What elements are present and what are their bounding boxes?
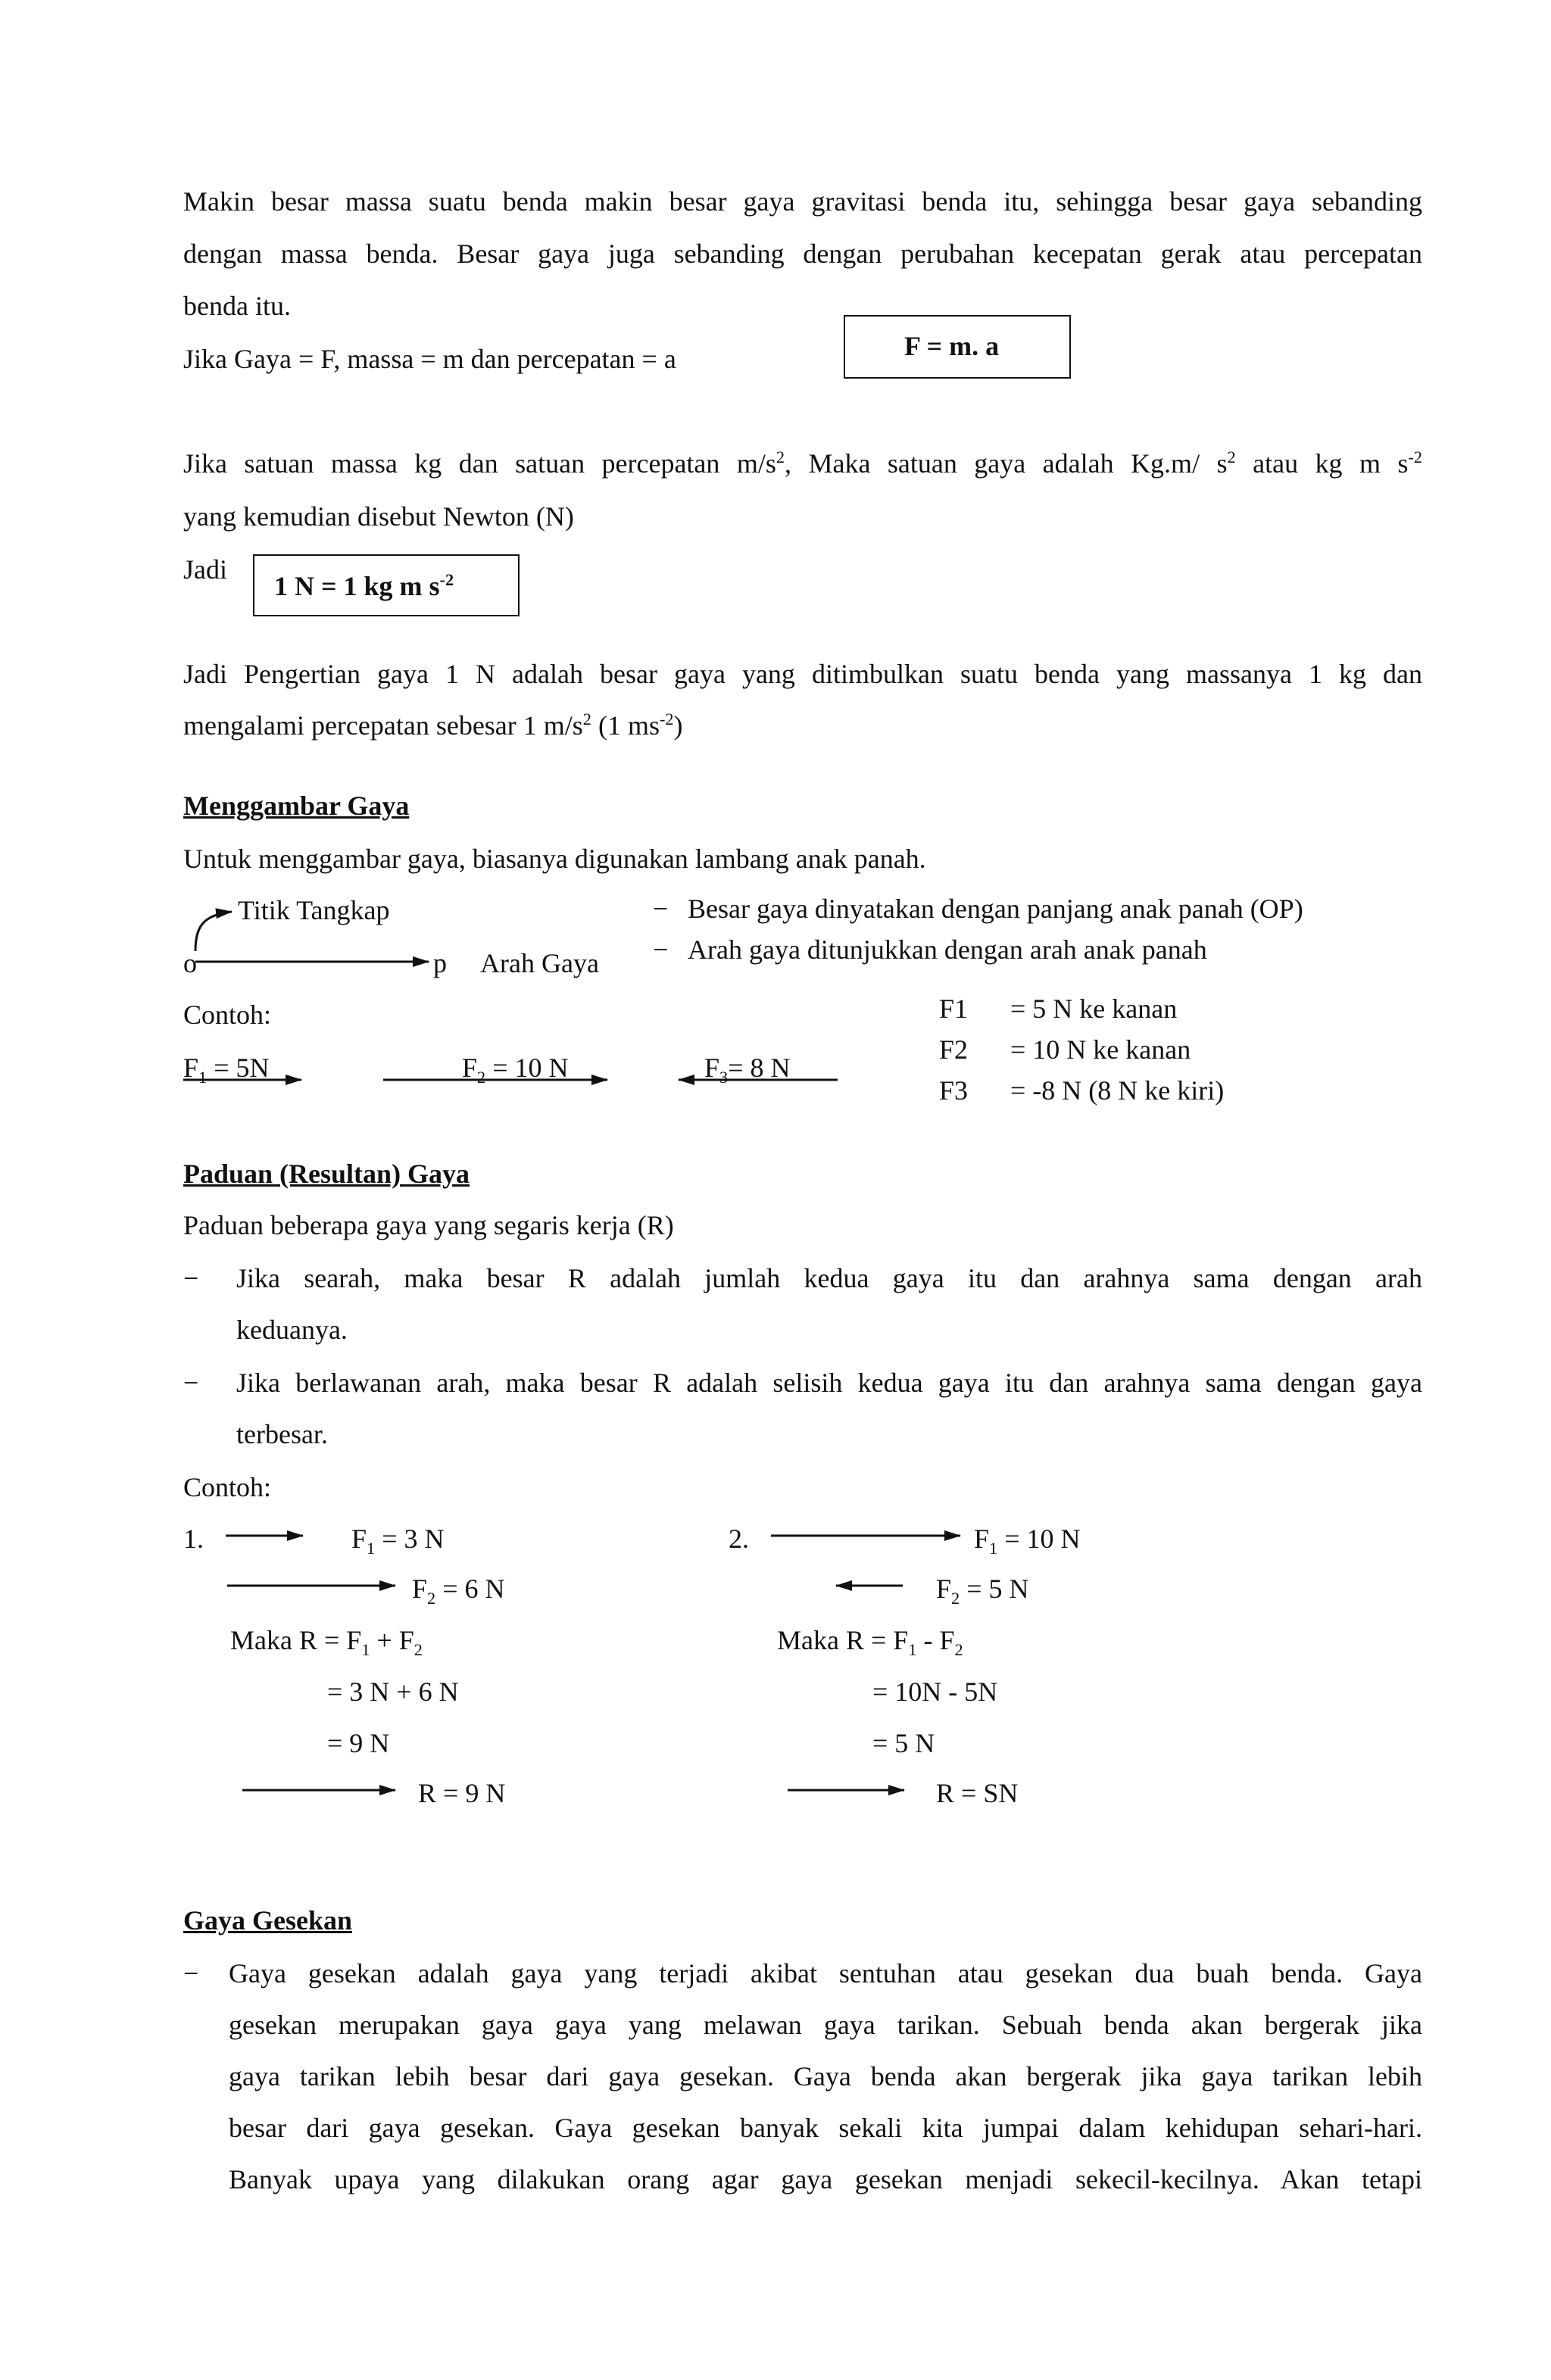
def-text-a: mengalami percepatan sebesar 1 m/s — [183, 710, 583, 741]
formula-text: F = m. a — [904, 331, 1000, 361]
bullet-1: Besar gaya dinyatakan dengan panjang anak panah (OP) — [688, 894, 1303, 924]
ex1-step-2: = 9 N — [327, 1728, 390, 1758]
menggambar-heading: Menggambar Gaya — [183, 791, 410, 821]
units-sup-1: 2 — [776, 448, 785, 466]
ex2-f1-main: F — [974, 1524, 990, 1554]
ex2-f1-sub: 1 — [989, 1539, 998, 1558]
jadi-label: Jadi — [183, 554, 227, 585]
ex1-step-1: = 3 N + 6 N — [327, 1677, 459, 1707]
intro-line-3: benda itu. — [183, 291, 291, 321]
force-table-name-1: F1 — [939, 993, 969, 1024]
ex2-step-2: = 5 N — [872, 1728, 935, 1758]
ex2-f1-rest: = 10 N — [997, 1524, 1081, 1554]
newton-text — [274, 572, 454, 600]
ex1-f1-sub: 1 — [367, 1539, 376, 1558]
force-table-value-1: = 5 N ke kanan — [1010, 993, 1178, 1024]
bullet-dash-2: − — [653, 934, 669, 965]
gesekan-line-1: Gaya gesekan adalah gaya yang terjadi akibat sentuhan atau gesekan dua buah benda. Gaya — [229, 1958, 1422, 1989]
units-text-a: Jika satuan massa kg dan satuan percepatan m/s — [183, 448, 776, 479]
units-text-b: , Maka satuan gaya adalah Kg.m/ s — [785, 448, 1228, 479]
f1-rest: = 5N — [207, 1053, 270, 1083]
paduan-item-2-line-1: Jika berlawanan arah, maka besar R adalah selisih kedua gaya itu dan arahnya sama dengan gaya — [236, 1368, 1422, 1398]
ex1-f2-label — [412, 1574, 505, 1608]
units-sup-2: 2 — [1227, 448, 1236, 466]
ex2-f2-rest: = 5 N — [960, 1574, 1029, 1604]
f1-main: F — [183, 1053, 199, 1083]
titik-tangkap-label: Titik Tangkap — [238, 895, 390, 925]
ex1-f1-main: F — [351, 1524, 367, 1554]
paduan-dash-1: − — [183, 1263, 199, 1293]
force-table-value-3: = -8 N (8 N ke kiri) — [1010, 1075, 1225, 1106]
paduan-heading: Paduan (Resultan) Gaya — [183, 1159, 470, 1189]
ex2-maka-b: - F — [916, 1625, 955, 1655]
bullet-2: Arah gaya ditunjukkan dengan arah anak panah — [688, 934, 1207, 965]
bullet-dash-1: − — [653, 894, 669, 924]
gesekan-line-5: Banyak upaya yang dilakukan orang agar gaya gesekan menjadi sekecil-kecilnya. Akan tetapi — [229, 2164, 1422, 2194]
ex2-step-1: = 10N - 5N — [872, 1677, 998, 1707]
f2-sub: 2 — [477, 1068, 486, 1087]
units-line-1 — [183, 450, 1422, 477]
paduan-dash-2: − — [183, 1368, 199, 1398]
gesekan-dash: − — [183, 1958, 199, 1989]
ex2-maka — [777, 1625, 963, 1660]
force-table-name-2: F2 — [939, 1034, 969, 1065]
ex1-f2-main: F — [412, 1574, 428, 1604]
def-text-b: (1 ms — [591, 710, 660, 741]
arah-gaya-label: Arah Gaya — [480, 948, 599, 978]
ex2-number: 2. — [729, 1524, 749, 1554]
def-sup-1: 2 — [582, 710, 591, 728]
ex1-f2-sub: 2 — [427, 1589, 436, 1608]
ex2-maka-a: Maka R = F — [777, 1625, 909, 1655]
paduan-item-1-line-2: keduanya. — [236, 1315, 348, 1345]
f3-rest: = 8 N — [728, 1053, 791, 1083]
f3-main: F — [704, 1053, 720, 1083]
ex1-f1-label — [351, 1524, 445, 1558]
units-text-c: atau kg m s — [1235, 448, 1409, 479]
ex2-f1-label — [974, 1524, 1081, 1558]
ex2-result: R = SN — [936, 1778, 1019, 1808]
point-o-label: o — [183, 948, 197, 978]
ex1-f2-rest: = 6 N — [435, 1574, 505, 1604]
f2-main: F — [462, 1053, 478, 1083]
definition-line-2 — [183, 712, 683, 739]
f1-sub: 1 — [198, 1068, 208, 1087]
gesekan-line-2: gesekan merupakan gaya gaya yang melawan gaya tarikan. Sebuah benda akan bergerak jika — [229, 2010, 1422, 2040]
newton-main: 1 N = 1 kg m s — [274, 571, 440, 601]
paduan-intro: Paduan beberapa gaya yang segaris kerja (R) — [183, 1210, 674, 1240]
intro-line-1: Makin besar massa suatu benda makin besar gaya gravitasi benda itu, sehingga besar gaya sebanding — [183, 186, 1422, 217]
f3-sub: 3 — [719, 1068, 729, 1087]
contoh-label-1: Contoh: — [183, 1000, 272, 1030]
def-sup-2: -2 — [659, 710, 674, 728]
ex2-f2-main: F — [936, 1574, 952, 1604]
titik-tangkap-curve-arrow — [195, 912, 232, 951]
units-sup-3: -2 — [1408, 448, 1422, 466]
ex1-maka-b: + F — [370, 1625, 414, 1655]
f1-5n-label — [183, 1053, 270, 1087]
ex1-result: R = 9 N — [418, 1778, 506, 1808]
ex1-maka-sub-2: 2 — [413, 1640, 423, 1660]
f2-rest: = 10 N — [485, 1053, 569, 1083]
intro-line-2: dengan massa benda. Besar gaya juga sebanding dengan perubahan kecepatan gerak atau percepatan — [183, 239, 1422, 269]
gesekan-line-3: gaya tarikan lebih besar dari gaya gesekan. Gaya benda akan bergerak jika gaya tarikan lebih — [229, 2061, 1422, 2091]
ex2-f2-sub: 2 — [951, 1589, 960, 1608]
intro-line-4: Jika Gaya = F, massa = m dan percepatan = a — [183, 344, 676, 374]
ex2-f2-label — [936, 1574, 1029, 1608]
point-p-label: p — [433, 948, 447, 978]
gesekan-heading: Gaya Gesekan — [183, 1905, 353, 1936]
ex1-number: 1. — [183, 1524, 204, 1554]
contoh-label-2: Contoh: — [183, 1472, 272, 1502]
newton-sup: -2 — [439, 570, 454, 589]
ex2-maka-sub-2: 2 — [954, 1640, 963, 1660]
paduan-item-1-line-1: Jika searah, maka besar R adalah jumlah kedua gaya itu dan arahnya sama dengan arah — [236, 1263, 1422, 1293]
force-table-name-3: F3 — [939, 1075, 969, 1106]
f2-10n-label — [462, 1053, 569, 1087]
def-text-c: ) — [673, 710, 683, 741]
f3-8n-label — [704, 1053, 791, 1087]
menggambar-intro: Untuk menggambar gaya, biasanya digunakan lambang anak panah. — [183, 844, 926, 874]
ex1-maka — [230, 1625, 423, 1660]
gesekan-line-4: besar dari gaya gesekan. Gaya gesekan banyak sekali kita jumpai dalam kehidupan sehari-hari. — [229, 2113, 1422, 2143]
ex1-maka-sub-1: 1 — [361, 1640, 370, 1660]
ex1-f1-rest: = 3 N — [375, 1524, 445, 1554]
force-table-value-2: = 10 N ke kanan — [1010, 1034, 1191, 1065]
paduan-item-2-line-2: terbesar. — [236, 1419, 328, 1449]
ex1-maka-a: Maka R = F — [230, 1625, 362, 1655]
units-line-2: yang kemudian disebut Newton (N) — [183, 501, 574, 532]
ex2-maka-sub-1: 1 — [908, 1640, 917, 1660]
definition-line-1: Jadi Pengertian gaya 1 N adalah besar gaya yang ditimbulkan suatu benda yang massanya 1 kg dan — [183, 659, 1422, 689]
